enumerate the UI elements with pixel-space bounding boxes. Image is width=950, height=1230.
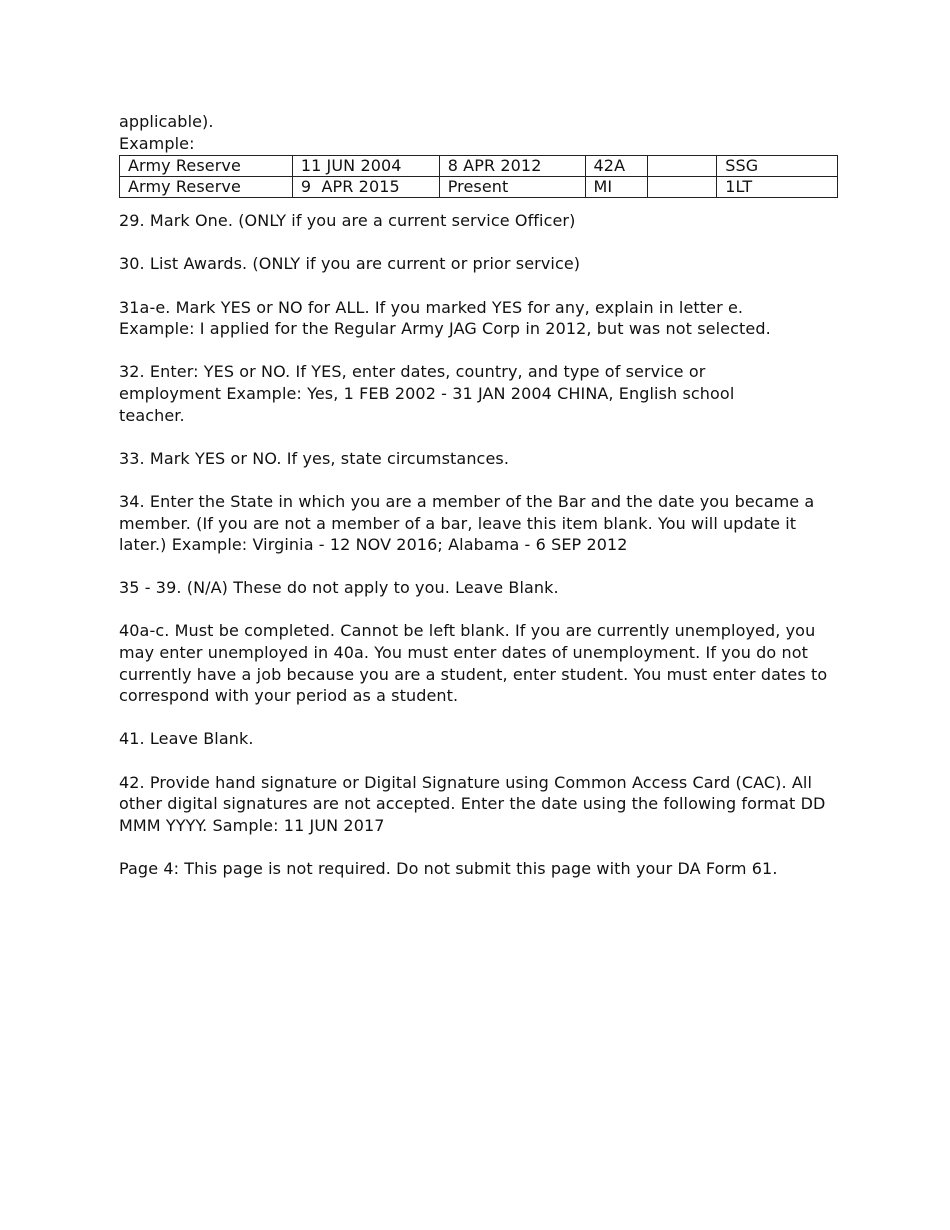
document-page [119, 111, 839, 901]
paragraph-line: 32. Enter: YES or NO. If YES, enter dates, country, and type of service or [119, 362, 706, 382]
item-32 [119, 361, 839, 426]
table-cell-component: Army Reserve [120, 156, 293, 177]
item-35-39 [119, 577, 839, 599]
paragraph-line: Example: I applied for the Regular Army JAG Corp in 2012, but was not selected. [119, 319, 771, 339]
item-29 [119, 210, 839, 232]
paragraph-line: 41. Leave Blank. [119, 729, 254, 749]
table-cell-empty [648, 156, 717, 177]
paragraph-line: other digital signatures are not accepted. Enter the date using the following format DD [119, 794, 826, 814]
table-cell-component: Army Reserve [120, 177, 293, 198]
table-cell-end-date: Present [439, 177, 585, 198]
paragraph-line: currently have a job because you are a student, enter student. You must enter dates to [119, 664, 828, 684]
table-cell-empty [648, 177, 717, 198]
paragraph-line: 30. List Awards. (ONLY if you are current or prior service) [119, 254, 581, 274]
item-31 [119, 297, 839, 340]
table-cell-end-date: 8 APR 2012 [439, 156, 585, 177]
paragraph-line: 31a-e. Mark YES or NO for ALL. If you marked YES for any, explain in letter e. [119, 297, 744, 317]
page-4-note [119, 858, 839, 880]
table-cell-rank: SSG [717, 156, 838, 177]
paragraph-line: member. (If you are not a member of a bar, leave this item blank. You will update it [119, 513, 797, 533]
item-42 [119, 772, 839, 837]
paragraph-line: 40a-c. Must be completed. Cannot be left blank. If you are currently unemployed, you [119, 621, 816, 641]
paragraph-line: later.) Example: Virginia - 12 NOV 2016; Alabama - 6 SEP 2012 [119, 535, 628, 555]
paragraph-line: correspond with your period as a student. [119, 686, 459, 706]
paragraph-line: MMM YYYY. Sample: 11 JUN 2017 [119, 815, 385, 835]
table-cell-branch: MI [585, 177, 648, 198]
item-40 [119, 620, 839, 706]
intro-line-example: Example: [119, 133, 195, 153]
table-cell-start-date: 9 APR 2015 [292, 177, 439, 198]
table-cell-rank: 1LT [717, 177, 838, 198]
item-33 [119, 448, 839, 470]
paragraph-line: may enter unemployed in 40a. You must enter dates of unemployment. If you do not [119, 643, 808, 663]
item-34 [119, 491, 839, 556]
paragraph-line: Page 4: This page is not required. Do not submit this page with your DA Form 61. [119, 859, 778, 878]
paragraph-line: 33. Mark YES or NO. If yes, state circumstances. [119, 448, 510, 468]
table-cell-start-date: 11 JUN 2004 [292, 156, 439, 177]
example-service-table [119, 155, 838, 198]
paragraph-line: 42. Provide hand signature or Digital Signature using Common Access Card (CAC). All [119, 772, 813, 792]
table-cell-branch: 42A [585, 156, 648, 177]
table-row [120, 177, 838, 198]
paragraph-line: teacher. [119, 405, 185, 425]
table-row [120, 156, 838, 177]
intro-line-applicable: applicable). [119, 112, 214, 131]
paragraph-line: 35 - 39. (N/A) These do not apply to you. Leave Blank. [119, 578, 559, 598]
paragraph-line: 29. Mark One. (ONLY if you are a current service Officer) [119, 211, 576, 231]
item-30 [119, 253, 839, 275]
item-41 [119, 728, 839, 750]
paragraph-line: 34. Enter the State in which you are a member of the Bar and the date you became a [119, 491, 815, 511]
paragraph-line: employment Example: Yes, 1 FEB 2002 - 31 JAN 2004 CHINA, English school [119, 383, 735, 403]
